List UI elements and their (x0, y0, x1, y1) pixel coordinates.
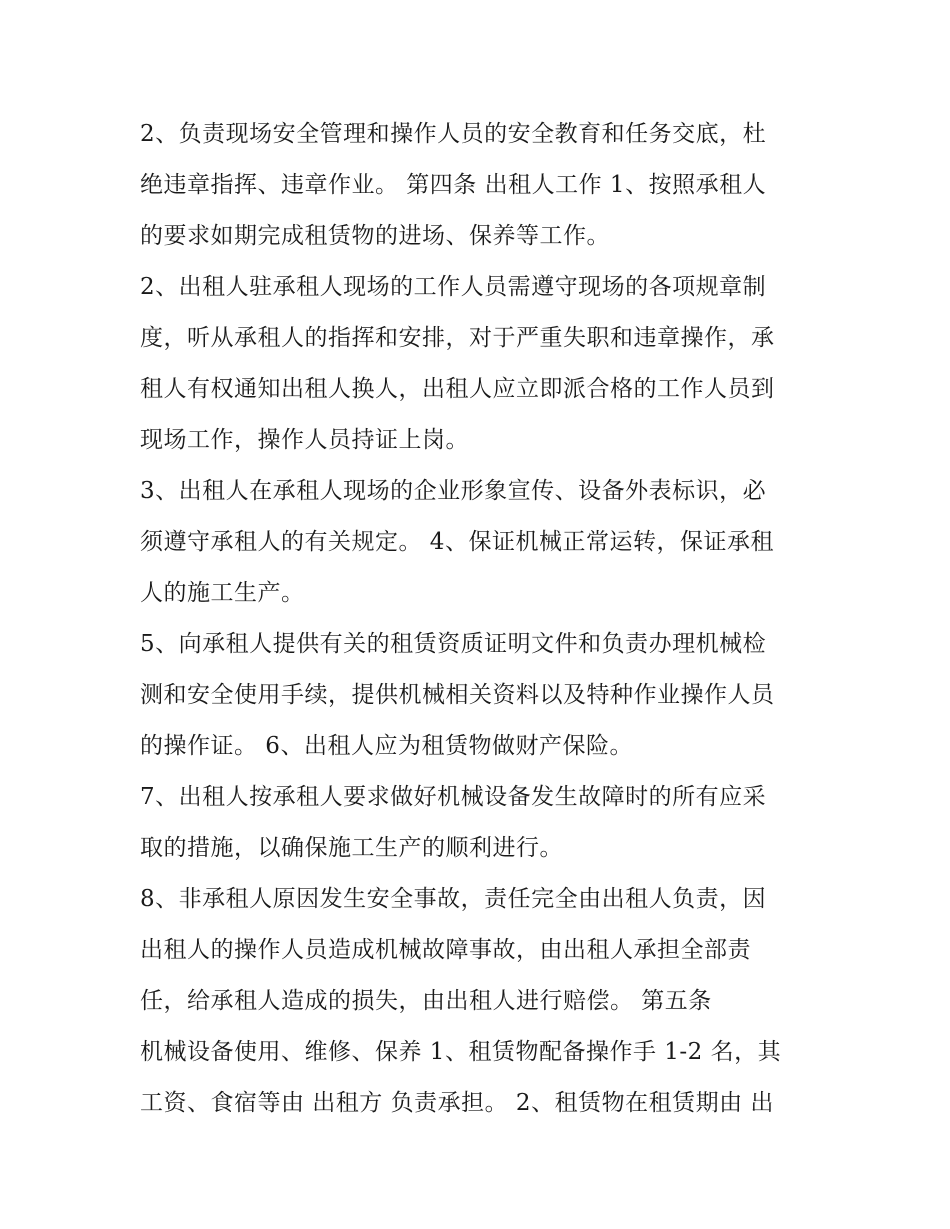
text-line: 绝违章指挥、违章作业。 第四条 出租人工作 1、按照承租人 (140, 172, 767, 198)
paragraph-lessor-duty-8 (140, 874, 820, 1129)
text-line: 任，给承租人造成的损失，由出租人进行赔偿。 第五条 (140, 988, 712, 1014)
text-line: 机械设备使用、维修、保养 1、租赁物配备操作手 1-2 名，其 (140, 1039, 782, 1065)
paragraph-lessor-duty-3-4 (140, 466, 820, 619)
text-line: 5、向承租人提供有关的租赁资质证明文件和负责办理机械检 (140, 631, 767, 657)
paragraph-lessor-duty-5-6 (140, 619, 820, 772)
text-line: 2、负责现场安全管理和操作人员的安全教育和任务交底，杜 (140, 121, 767, 147)
text-line: 8、非承租人原因发生安全事故，责任完全由出租人负责，因 (140, 886, 767, 912)
text-line: 取的措施，以确保施工生产的顺利进行。 (140, 835, 563, 861)
text-line: 工资、食宿等由 出租方 负责承担。 2、租赁物在租赁期由 出 (140, 1090, 774, 1116)
text-line: 7、出租人按承租人要求做好机械设备发生故障时的所有应采 (140, 784, 767, 810)
text-line: 3、出租人在承租人现场的企业形象宣传、设备外表标识，必 (140, 478, 767, 504)
document-body (140, 109, 820, 1129)
paragraph-lessor-duty-7 (140, 772, 820, 874)
text-line: 人的施工生产。 (140, 580, 305, 606)
text-line: 现场工作，操作人员持证上岗。 (140, 427, 469, 453)
paragraph-lessee-duty-2 (140, 109, 820, 262)
text-line: 度，听从承租人的指挥和安排，对于严重失职和违章操作，承 (140, 325, 775, 351)
text-line: 2、出租人驻承租人现场的工作人员需遵守现场的各项规章制 (140, 274, 767, 300)
text-line: 的要求如期完成租赁物的进场、保养等工作。 (140, 223, 610, 249)
text-line: 测和安全使用手续，提供机械相关资料以及特种作业操作人员 (140, 682, 775, 708)
paragraph-lessor-duty-2 (140, 262, 820, 466)
text-line: 租人有权通知出租人换人，出租人应立即派合格的工作人员到 (140, 376, 775, 402)
text-line: 的操作证。 6、出租人应为租赁物做财产保险。 (140, 733, 633, 759)
text-line: 出租人的操作人员造成机械故障事故，由出租人承担全部责 (140, 937, 751, 963)
text-line: 须遵守承租人的有关规定。 4、保证机械正常运转，保证承租 (140, 529, 774, 555)
